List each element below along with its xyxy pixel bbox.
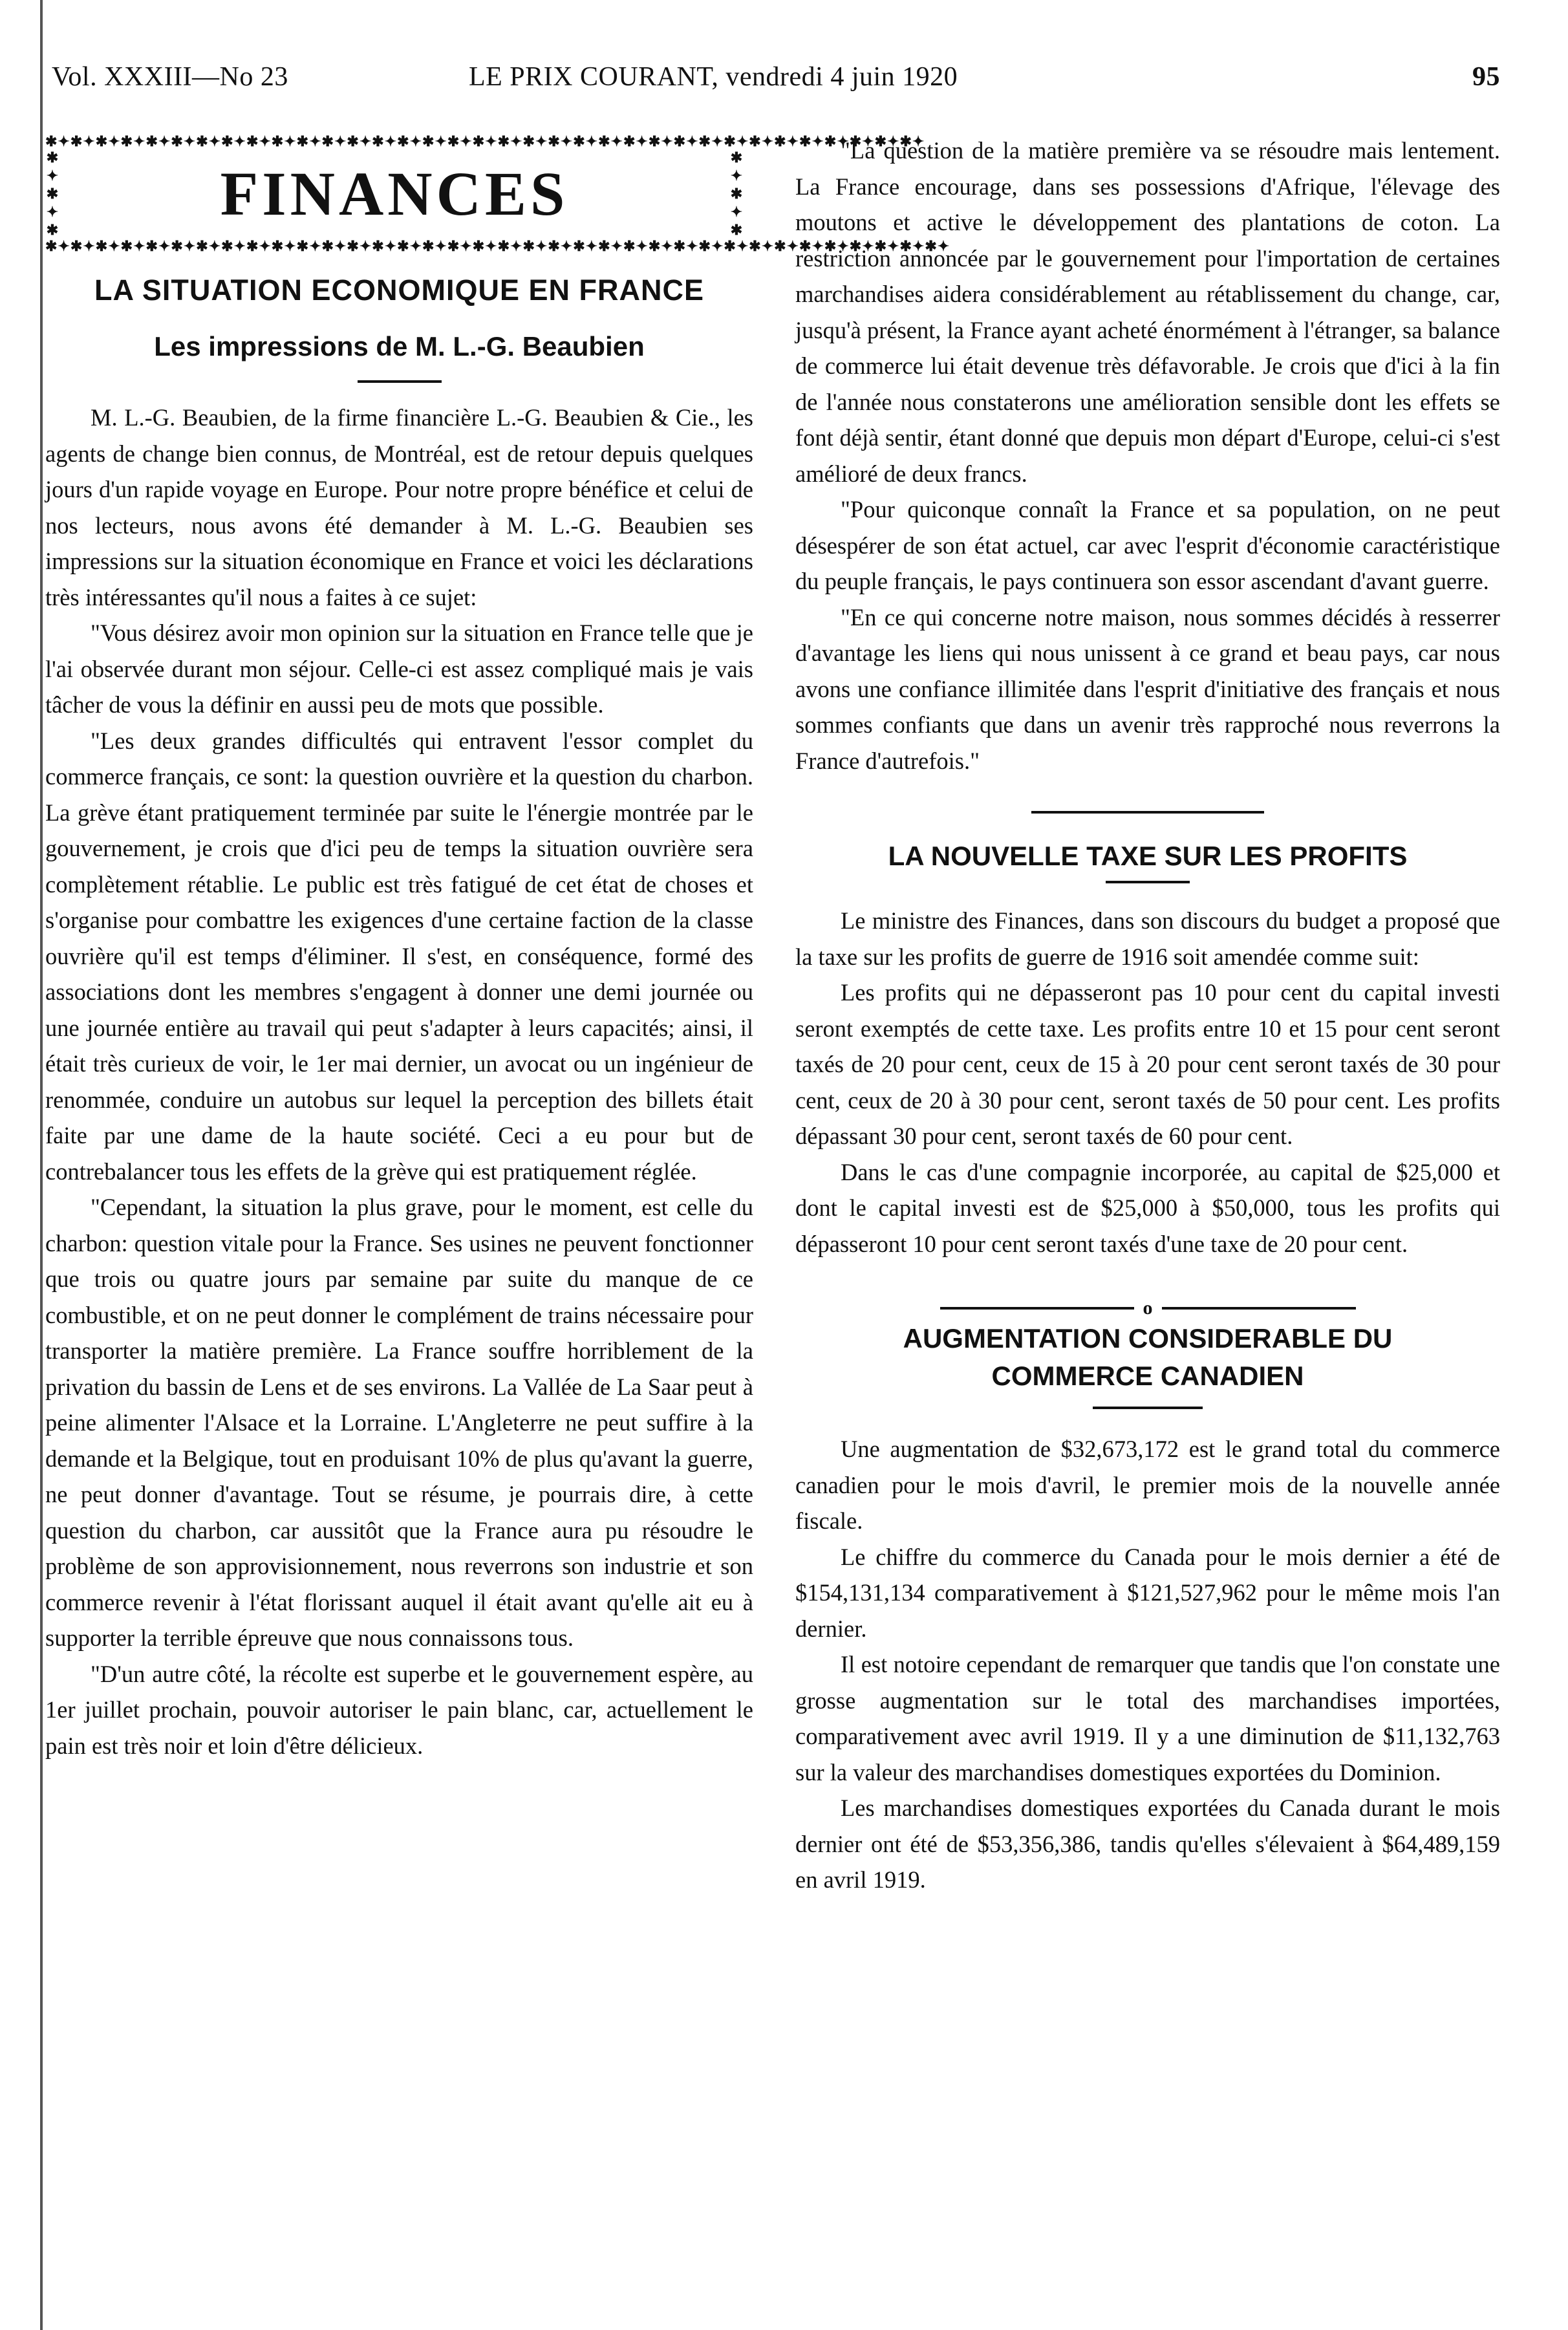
banner-ornament-top: ✱✦✱✦✱✦✱✦✱✦✱✦✱✦✱✦✱✦✱✦✱✦✱✦✱✦✱✦✱✦✱✦✱✦✱✦✱✦✱✦✱✦✱✦✱✦✱✦✱✦✱✦✱✦✱✦✱✦✱✦✱✦✱✦✱✦✱✦✱✦ <box>45 133 925 149</box>
divider-line <box>1162 1307 1356 1310</box>
article3-title <box>795 1320 1500 1395</box>
banner-title: FINANCES <box>220 159 569 228</box>
finances-banner <box>45 129 950 259</box>
article2-rule <box>1106 881 1190 883</box>
page-header <box>52 61 1500 100</box>
page-number: 95 <box>1472 62 1500 92</box>
divider-mark: o <box>1143 1297 1153 1319</box>
banner-ornament-right: ✱ ✦ ✱ ✦ ✱ <box>730 149 743 238</box>
article-divider <box>795 1288 1500 1319</box>
article3-title-line2: COMMERCE CANADIEN <box>991 1361 1304 1391</box>
right-column <box>795 133 1500 1898</box>
article1-paragraph: "Cependant, la situation la plus grave, pour le moment, est celle du charbon: question vitale pour la France. Ses usines ne peuvent fonctionner que trois ou quatre jours par semaine par suite du manque de ce combustible, et on ne peut donner le complément de trains nécessaire pour transporter la matière première. La France souffre horriblement de la privation du bassin de Lens et de ses environs. La Vallée de La Saar peut à peine alimenter l'Alsace et la Lorraine. L'Angleterre ne peut suffire à la demande et la Belgique, tout en produisant 10% de plus qu'avant la guerre, ne peut donner d'avantage. Tout se résume, je pourrais dire, à cette question du charbon, car aussitôt que la France aura pu résoudre le problème de son approvisionnement, nous reverrons son industrie et son commerce revenir à l'état florissant auquel il était avant qu'elle ait eu à supporter la terrible épreuve que nous connaissons tous. <box>45 1194 753 1651</box>
article1-continued-paragraph: "La question de la matière première va se résoudre mais lentement. La France encourage, dans ses possessions d'Afrique, l'élevage des moutons et active le développement des plantations de coton. La restriction annoncée par le gouvernement pour l'importation de certaines marchandises aidera considérablement au rétablissement du change, car, jusqu'à présent, la France ayant acheté énormément à l'étranger, sa balance de commerce lui était devenue très défavorable. Je crois que d'ici à la fin de l'année nous constaterons une amélioration sensible dont les effets se font déjà sentir, étant donné que depuis mon départ d'Europe, celui-ci s'est amélioré de deux francs. <box>795 137 1500 487</box>
article1-paragraph: "D'un autre côté, la récolte est superbe et le gouvernement espère, au 1er juillet prochain, pouvoir autoriser le pain blanc, car, actuellement le pain est très noir et loin d'être délicieux. <box>45 1660 753 1759</box>
article2-paragraph: Dans le cas d'une compagnie incorporée, au capital de $25,000 et dont le capital investi est de $25,000 à $50,000, tous les profits qui dépasseront 10 pour cent seront taxés d'une taxe de 20 pour cent. <box>795 1158 1500 1257</box>
article1-subtitle: Les impressions de M. L.-G. Beaubien <box>154 331 645 361</box>
article3-paragraph: Les marchandises domestiques exportées du Canada durant le mois dernier ont été de $53,356,386, tandis qu'elles s'élevaient à $64,489,159 en avril 1919. <box>795 1795 1500 1893</box>
article1-rule <box>358 380 442 383</box>
article1-continued-paragraph: "En ce qui concerne notre maison, nous sommes décidés à resserrer d'avantage les liens qui nous unissent à ce grand et beau pays, car nous avons une confiance illimitée dans l'esprit d'initiative des français et nous sommes confiants que dans un avenir très rapproché nous reverrons la France d'autrefois." <box>795 603 1500 774</box>
newspaper-page <box>45 0 1500 2330</box>
publication-title: LE PRIX COURANT, vendredi 4 juin 1920 <box>469 62 958 92</box>
section-divider <box>1031 811 1264 814</box>
article3-paragraph: Il est notoire cependant de remarquer que tandis que l'on constate une grosse augmentation sur le total des marchandises importées, comparativement avec avril 1919. Il y a une diminution de $11,132,763 sur la valeur des marchandises domestiques exportées du Dominion. <box>795 1651 1500 1785</box>
article1-title: LA SITUATION ECONOMIQUE EN FRANCE <box>94 274 704 307</box>
article2-paragraph: Le ministre des Finances, dans son discours du budget a proposé que la taxe sur les profits de guerre de 1916 soit amendée comme suit: <box>795 907 1500 970</box>
article1-continued-paragraph: "Pour quiconque connaît la France et sa population, on ne peut désespérer de son état actuel, car avec l'esprit d'économie caractéristique du peuple français, le pays continuera son essor ascendant d'avant guerre. <box>795 496 1500 594</box>
article2-title: LA NOUVELLE TAXE SUR LES PROFITS <box>888 841 1408 871</box>
volume-number: Vol. XXXIII—No 23 <box>52 62 288 92</box>
article3-paragraph: Une augmentation de $32,673,172 est le grand total du commerce canadien pour le mois d'avril, le premier mois de la nouvelle année fiscale. <box>795 1436 1500 1534</box>
article3-paragraph: Le chiffre du commerce du Canada pour le mois dernier a été de $154,131,134 comparativement à $121,527,962 pour le même mois l'an dernier. <box>795 1543 1500 1642</box>
left-column <box>45 129 950 1764</box>
article1-paragraph: "Les deux grandes difficultés qui entravent l'essor complet du commerce français, ce sont: la question ouvrière et la question du charbon. La grève étant pratiquement terminée par suite le l'énergie montrée par le gouvernement, je crois que d'ici peu de temps la situation ouvrière sera complètement rétablie. Le public est très fatigué de cet état de choses et s'organise pour combattre les exigences d'une certaine faction de la classe ouvrière qu'il est temps d'éliminer. Il s'est, en conséquence, formé des associations dont les membres s'engagent à donner une demi journée ou une journée entière au travail qui peut s'adapter à leurs capacités; ainsi, il était très curieux de voir, le 1er mai dernier, un avocat ou un ingénieur de renommée, conduire un autobus sur lequel la perception des billets était faite par une dame de la haute société. Ceci a eu pour but de contrebalancer tous les effets de la grève qui est pratiquement réglée. <box>45 727 753 1185</box>
article2-paragraph: Les profits qui ne dépasseront pas 10 pour cent du capital investi seront exemptés de cette taxe. Les profits entre 10 et 15 pour cent seront taxés de 20 pour cent, ceux de 15 à 20 pour cent seront taxés de 30 pour cent, ceux de 20 à 30 pour cent, seront taxés de 50 pour cent. Les profits dépassant 30 pour cent, seront taxés de 60 pour cent. <box>795 979 1500 1149</box>
article1-paragraph: "Vous désirez avoir mon opinion sur la situation en France telle que je l'ai observée durant mon séjour. Celle-ci est assez compliqué mais je vais tâcher de vous la définir en aussi peu de mots que possible. <box>45 620 753 718</box>
banner-ornament-bottom: ✱✦✱✦✱✦✱✦✱✦✱✦✱✦✱✦✱✦✱✦✱✦✱✦✱✦✱✦✱✦✱✦✱✦✱✦✱✦✱✦✱✦✱✦✱✦✱✦✱✦✱✦✱✦✱✦✱✦✱✦✱✦✱✦✱✦✱✦✱✦✱✦ <box>45 238 950 254</box>
divider-line <box>940 1307 1134 1310</box>
banner-ornament-left: ✱ ✦ ✱ ✦ ✱ <box>46 149 59 238</box>
article3-title-line1: AUGMENTATION CONSIDERABLE DU <box>903 1323 1393 1354</box>
article3-rule <box>1093 1407 1203 1409</box>
page-left-border <box>40 0 43 2330</box>
article1-paragraph: M. L.-G. Beaubien, de la firme financière L.-G. Beaubien & Cie., les agents de change bien connus, de Montréal, est de retour depuis quelques jours d'un rapide voyage en Europe. Pour notre propre bénéfice et celui de nos lecteurs, nous avons été demander à M. L.-G. Beaubien ses impressions sur la situation économique en France et voici les déclarations très intéressantes qu'il nous a faites à ce sujet: <box>45 404 753 610</box>
